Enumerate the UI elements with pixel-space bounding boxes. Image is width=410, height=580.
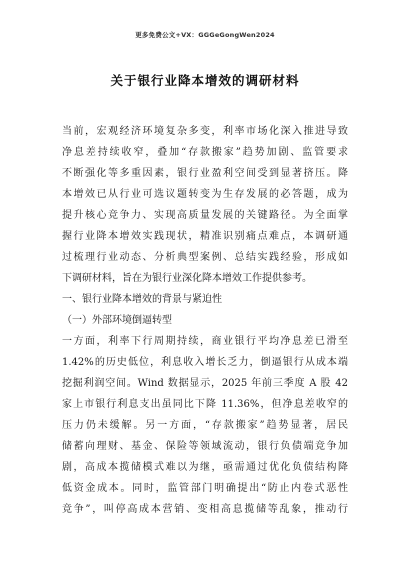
body-text-line: 净息差持续收窄，叠加“存款搬家”趋势加剧、监管要求 bbox=[62, 147, 348, 158]
section-heading: 一、银行业降本增效的背景与紧迫性 bbox=[62, 294, 222, 305]
body-text-line: 下调研材料，旨在为银行业深化降本增效工作提供参考。 bbox=[62, 273, 312, 284]
body-text-line: 不断强化等多重因素，银行业盈利空间受到显著挤压。降 bbox=[62, 168, 348, 179]
body-text-line: 握行业降本增效实践现状，精准识别痛点难点，本调研通 bbox=[62, 231, 348, 242]
header-watermark: 更多免费公文+VX：GGGeGongWen2024 bbox=[135, 31, 275, 39]
body-text-line: 当前，宏观经济环境复杂多变，利率市场化深入推进导致 bbox=[62, 126, 348, 137]
body-text-line: 压力仍未缓解。另一方面，“存款搬家”趋势显著，居民 bbox=[62, 420, 348, 431]
document-body bbox=[62, 121, 348, 520]
body-text-line: 一方面，利率下行周期持续，商业银行平均净息差已滑至 bbox=[62, 336, 348, 347]
body-text-line: 竞争”，叫停高成本营销、变相高息揽储等乱象，推动行 bbox=[62, 504, 348, 515]
body-text-line: 过梳理行业动态、分析典型案例、总结实践经验，形成如 bbox=[62, 252, 348, 263]
body-text-line: 储蓄向理财、基金、保险等领域流动，银行负债端竞争加 bbox=[62, 441, 348, 452]
body-text-line: 1.42%的历史低位，利息收入增长乏力，倒逼银行从成本端 bbox=[62, 357, 348, 368]
body-text-line: 提升核心竞争力、实现高质量发展的关键路径。为全面掌 bbox=[62, 210, 348, 221]
body-text-line: 低资金成本。同时，监管部门明确提出“防止内卷式恶性 bbox=[62, 483, 348, 494]
body-text-line: 本增效已从行业可选议题转变为生存发展的必答题，成为 bbox=[62, 189, 348, 200]
section-heading: （一）外部环境倒逼转型 bbox=[62, 315, 172, 326]
body-text-line: 挖掘利润空间。Wind 数据显示，2025 年前三季度 A 股 42 bbox=[62, 378, 348, 389]
body-text-line: 剧，高成本揽储模式难以为继，亟需通过优化负债结构降 bbox=[62, 462, 348, 473]
document-title: 关于银行业降本增效的调研材料 bbox=[110, 73, 300, 88]
body-text-line: 家上市银行利息支出虽同比下降 11.36%，但净息差收窄的 bbox=[62, 399, 348, 410]
